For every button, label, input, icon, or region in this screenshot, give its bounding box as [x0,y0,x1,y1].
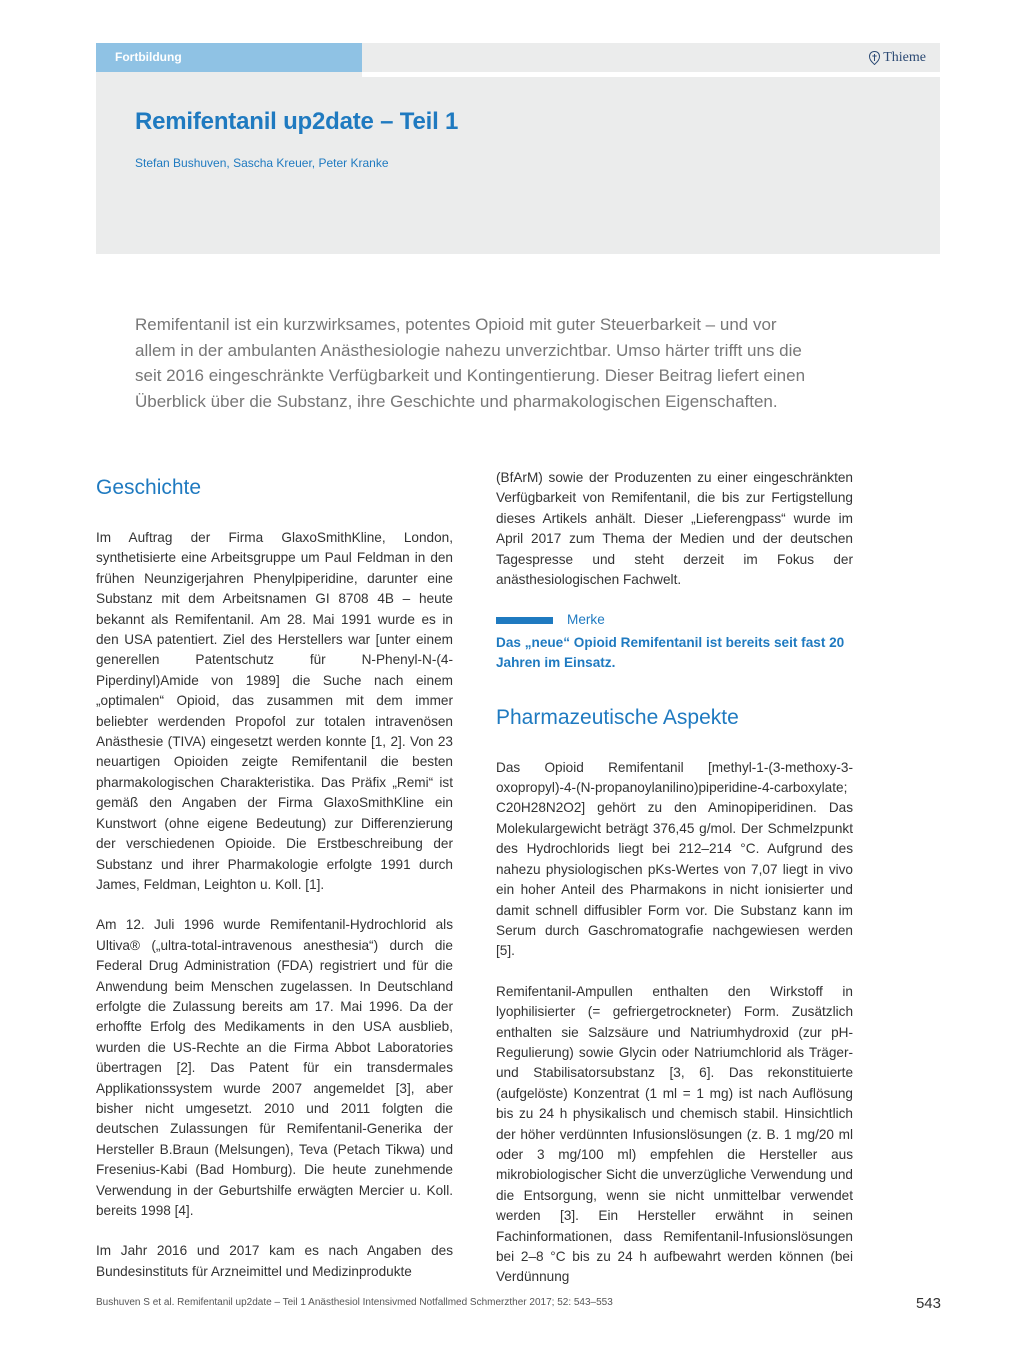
article-title: Remifentanil up2date – Teil 1 [135,108,459,135]
author-list: Stefan Bushuven, Sascha Kreuer, Peter Kranke [135,156,389,170]
merke-text: Das „neue“ Opioid Remifentanil ist bereits seit fast 20 Jahren im Einsatz. [496,634,845,671]
section-heading-geschichte: Geschichte [96,476,202,499]
merke-box [496,610,853,673]
page-number: 543 [915,1295,941,1312]
abstract: Remifentanil ist ein kurzwirksames, potentes Opioid mit guter Steuerbarkeit – und vor allem in der ambulanten Anästhesiologie nahezu unverzichtbar. Umso härter trifft uns die seit 2016 eingeschränkte Verfügbarkeit und Kontingentierung. Dieser Beitrag liefert einen Überblick über die Substanz, ihre Geschichte und pharmakologischen Eigenschaften. [135,315,806,411]
paragraph: Im Auftrag der Firma GlaxoSmithKline, London, synthetisierte eine Arbeitsgruppe um Paul Feldman in den frühen Neunzigerjahren Phenylpiperidine, darunter eine Substanz mit dem Arbeitsnamen GI 8708 4B – heute bekannt als Remifentanil. Am 28. Mai 1991 wurde es in den USA patentiert. Ziel des Herstellers war [unter einem generellen Patentschutz für N-Phenyl-N-(4-Piperdinyl)Amide von 1989] die Suche nach einem „optimalen“ Opioid, das zusammen mit dem immer beliebter werdenden Propofol zur totalen intravenösen Anästhesie (TIVA) eingesetzt werden konnte [1, 2]. Von 23 neuartigen Opioiden zeigte Remifentanil die besten pharmakologischen Charakteristika. Das Präfix „Remi“ ist gemäß den Angaben der Firma GlaxoSmithKline ein Kunstwort (ohne eigene Bedeutung) zur Differenzierung der verschiedenen Opioide. Die Erstbeschreibung der Substanz und ihrer Pharmakologie erfolgte 1991 durch James, Feldman, Leighton u. Koll. [1]. [96,530,453,892]
paragraph: Remifentanil-Ampullen enthalten den Wirkstoff in lyophilisierter (= gefriergetrockneter) Form. Zusätzlich enthalten sie Salzsäure und Natriumhydroxid (zur pH-Regulierung) sowie Glycin oder Natriumchlorid als Träger- und Stabilisatorsubstanz [3, 6]. Das rekonstituierte (aufgelöste) Konzentrat (1 ml = 1 mg) ist nach Auflösung bis zu 24 h physikalisch und chemisch stabil. Hinsichtlich der höher verdünnten Infusionslösungen (z. B. 1 mg/20 ml oder 3 mg/100 ml) empfehlen die Hersteller aus mikrobiologischer Sicht die unverzügliche Verwendung und die Entsorgung, wenn sie nicht unmittelbar verwendet werden [3]. Ein Hersteller erwähnt in seinen Fachinformationen, dass Remifentanil-Infusionslösungen bei 2–8 °C bis zu 24 h aufbewahrt werden können (bei Verdünnung [496,983,853,1285]
paragraph: (BfArM) sowie der Produzenten zu einer eingeschränkten Verfügbarkeit von Remifentanil, die bis zur Fertigstellung dieses Artikels anhält. Dieser „Lieferengpass“ wurde im April 2017 zum Thema der Medien und der deutschen Tagespresse und steht derzeit im Fokus der anästhesiologischen Fachwelt. [496,470,853,588]
section-label: Fortbildung [96,43,362,72]
section-heading-pharmazeutische-aspekte: Pharmazeutische Aspekte [496,705,739,729]
publisher-name: Thieme [883,50,926,65]
thieme-seal-icon [869,51,880,65]
merke-bar [496,617,553,624]
paragraph: Das Opioid Remifentanil [methyl-1-(3-methoxy-3-oxopropyl)-4-(N-propanoylanilino)piperidine-4-carboxylate; C20H28N2O2] gehört zu den Aminopiperidinen. Das Molekulargewicht beträgt 376,45 g/mol. Der Schmelzpunkt des Hydrochlorids liegt bei 212–214 °C. Aufgrund des nahezu physiologischen pKs-Wertes von 7,07 liegt in vivo ein hoher Anteil des Pharmakons in nicht ionisierter und damit schnell diffusibler Form vor. Die Substanz kann im Serum durch Gaschromatografie nachgewiesen werden [5]. [496,759,853,959]
footer-citation: Bushuven S et al. Remifentanil up2date – Teil 1 Anästhesiol Intensivmed Notfallmed Schmerzther 2017; 52: 543–553 [96,1297,613,1308]
header-tab-strip [362,43,940,72]
merke-header [496,610,853,630]
left-column [96,474,453,1302]
paragraph: Im Jahr 2016 und 2017 kam es nach Angaben des Bundesinstituts für Arzneimittel und Medizinprodukte [96,1243,453,1279]
right-column [496,468,853,1308]
publisher-logo [869,50,926,66]
header-divider [362,72,940,77]
paragraph: Am 12. Juli 1996 wurde Remifentanil-Hydrochlorid als Ultiva® („ultra-total-intravenous anesthesia“) durch die Federal Drug Administration (FDA) registriert und für die Anwendung beim Menschen zugelassen. In Deutschland erfolgte die Zulassung bereits am 17. Mai 1996. Da der erhoffte Erfolg des Medikaments in den USA ausblieb, wurden die US-Rechte an die Firma Abbot Laboratories übertragen [2]. Das Patent für ein transdermales Applikationssystem wurde 2007 angemeldet [3], aber bisher nicht umgesetzt. 2010 und 2011 folgten die deutschen Zulassungen für Remifentanil-Generika der Hersteller B.Braun (Melsungen), Teva (Petach Tikwa) und Fresenius-Kabi (Bad Homburg). Die heute zunehmende Verwendung in der Geburtshilfe erwägten Mercier u. Koll. bereits 1998 [4]. [96,917,453,1218]
merke-label: Merke [567,612,605,628]
